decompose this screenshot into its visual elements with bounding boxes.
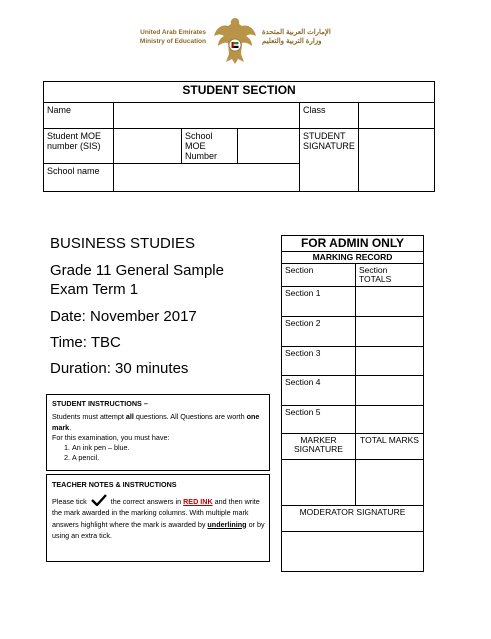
tick-icon	[91, 494, 107, 506]
total-marks-label: TOTAL MARKS	[356, 434, 424, 460]
notes-text: the correct answers in	[110, 496, 182, 506]
moderator-signature-label: MODERATOR SIGNATURE	[282, 506, 424, 532]
student-moe-label: Student MOE number (SIS)	[44, 129, 114, 164]
section-total-field[interactable]	[356, 347, 424, 376]
instr-text: .	[69, 422, 72, 432]
student-moe-field[interactable]	[114, 129, 182, 164]
marking-record-title: MARKING RECORD	[282, 252, 424, 264]
admin-title: FOR ADMIN ONLY	[282, 236, 424, 252]
section-total-field[interactable]	[356, 317, 424, 347]
materials-item: 2. A pencil.	[72, 453, 265, 463]
exam-duration: Duration: 30 minutes	[50, 360, 189, 377]
section-total-field[interactable]	[356, 287, 424, 317]
teacher-notes-box	[46, 474, 270, 562]
total-marks-field[interactable]	[356, 460, 424, 506]
section-row-label: Section 4	[282, 376, 356, 406]
student-instructions-box	[46, 394, 270, 471]
student-signature-field[interactable]	[359, 129, 435, 192]
moderator-signature-field[interactable]	[282, 532, 424, 572]
class-label: Class	[300, 103, 359, 129]
student-section-table	[43, 81, 435, 192]
country-name-ar: الإمارات العربية المتحدة	[262, 29, 331, 36]
exam-time: Time: TBC	[50, 334, 121, 351]
instr-bold-all: all	[125, 412, 134, 422]
notes-text: Please tick	[52, 496, 87, 506]
grade-line-2: Exam Term 1	[50, 281, 139, 298]
materials-item: 1. An ink pen – blue.	[72, 443, 265, 453]
totals-column-header: Section TOTALS	[356, 264, 424, 287]
class-field[interactable]	[359, 103, 435, 129]
student-signature-label: STUDENT SIGNATURE	[300, 129, 359, 192]
uae-emblem-icon	[212, 14, 258, 66]
instr-text: Students must attempt	[52, 412, 126, 422]
marker-signature-field[interactable]	[282, 460, 356, 506]
school-name-label: School name	[44, 164, 114, 192]
student-section-title: STUDENT SECTION	[44, 82, 435, 103]
materials-list	[52, 443, 265, 464]
marker-signature-label: MARKER SIGNATURE	[282, 434, 356, 460]
subject-title: BUSINESS STUDIES	[50, 235, 196, 252]
student-instructions-heading: STUDENT INSTRUCTIONS –	[52, 399, 148, 408]
ministry-name-english	[130, 28, 206, 46]
section-row-label: Section 2	[282, 317, 356, 347]
section-row-label: Section 5	[282, 406, 356, 434]
notes-text: or by using an extra tick.	[52, 519, 265, 540]
teacher-notes-heading: TEACHER NOTES & INSTRUCTIONS	[52, 480, 177, 489]
name-label: Name	[44, 103, 114, 129]
underlining-text: underlining	[207, 519, 247, 529]
teacher-notes-text	[52, 494, 265, 542]
instr-bold-one-mark: one mark	[52, 412, 260, 432]
school-moe-label: School MOE Number	[182, 129, 238, 164]
school-name-field[interactable]	[114, 164, 300, 192]
red-ink-text: RED INK	[183, 496, 213, 506]
ministry-name-ar: وزارة التربية والتعليم	[262, 38, 322, 45]
school-moe-field[interactable]	[238, 129, 300, 164]
student-instructions-line1	[52, 412, 265, 433]
section-row-label: Section 1	[282, 287, 356, 317]
section-column-header: Section	[282, 264, 356, 287]
student-instructions-line2: For this examination, you must have:	[52, 432, 170, 442]
country-name-en: United Arab Emirates	[140, 29, 206, 36]
exam-date: Date: November 2017	[50, 308, 197, 325]
grade-line-1: Grade 11 General Sample	[50, 262, 224, 279]
notes-text: and then write the mark awarded in the marking columns. With multiple mark answers highlight where the mark is awarded by	[52, 496, 260, 529]
instr-text: questions. All Questions are worth	[133, 412, 247, 422]
section-row-label: Section 3	[282, 347, 356, 376]
section-total-field[interactable]	[356, 406, 424, 434]
name-field[interactable]	[114, 103, 300, 129]
ministry-name-en: Ministry of Education	[139, 38, 206, 45]
ministry-name-arabic	[262, 28, 342, 46]
section-total-field[interactable]	[356, 376, 424, 406]
admin-marking-table	[281, 235, 424, 572]
